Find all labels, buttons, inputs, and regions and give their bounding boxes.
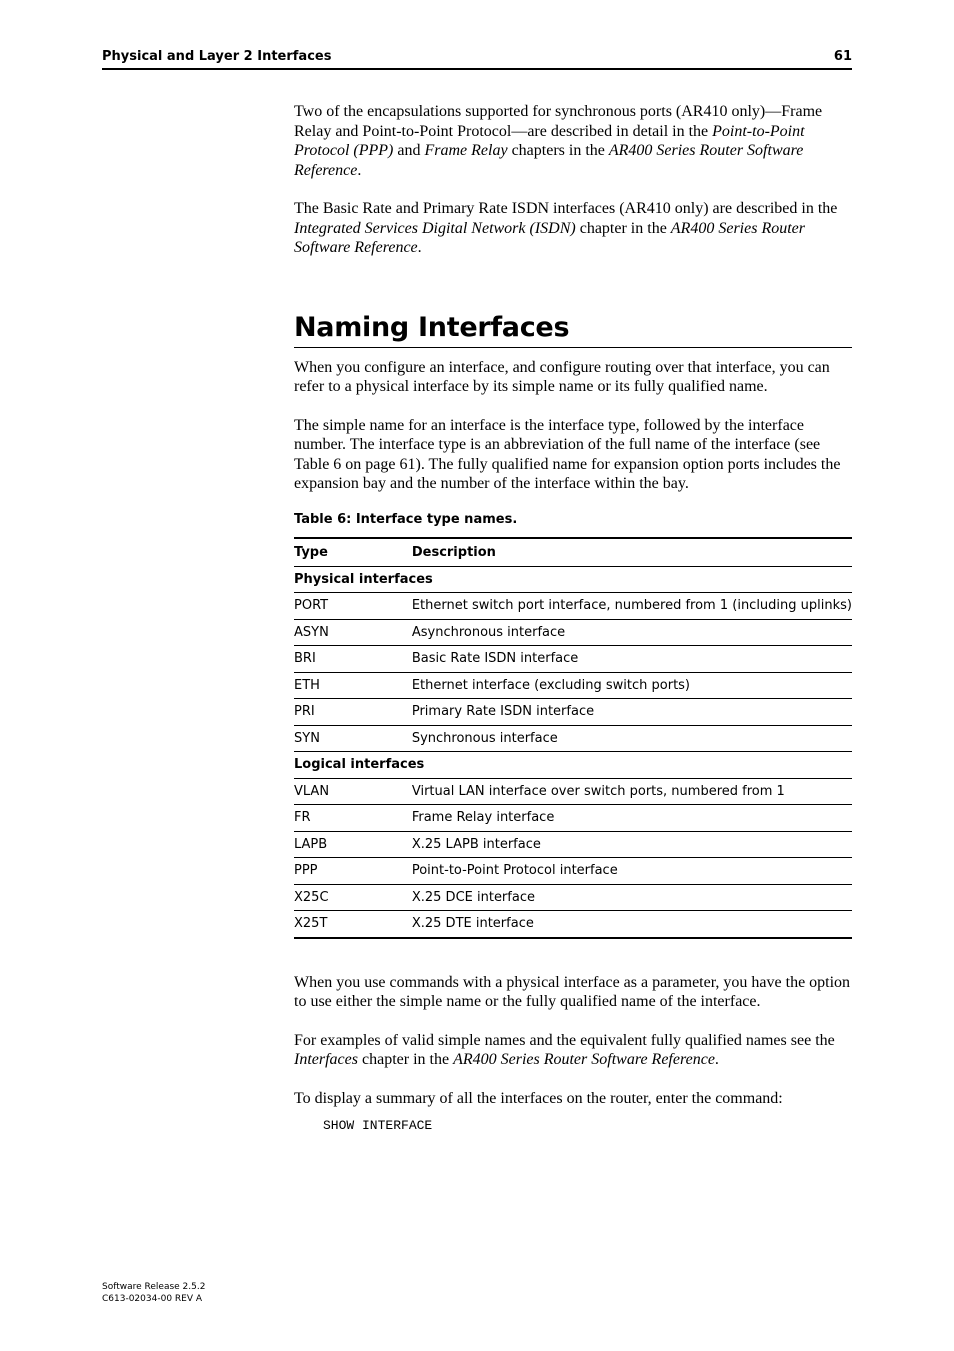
text-run: The simple name for an interface is the interface type, followed by the interface number. The interface type is an abbreviation of the full name of the interface (see Table 6 on page 61). The fully qualified name for expansion option ports includes the expansion bay and the number of the interface within the bay. bbox=[294, 416, 841, 492]
after-paragraph-2 bbox=[294, 1031, 852, 1070]
table-row bbox=[294, 646, 852, 673]
software-release: Software Release 2.5.2 bbox=[102, 1282, 206, 1292]
table-row bbox=[294, 831, 852, 858]
interface-description: Point-to-Point Protocol interface bbox=[412, 858, 852, 885]
table-group-row bbox=[294, 752, 852, 779]
table-row bbox=[294, 593, 852, 620]
text-run: When you configure an interface, and configure routing over that interface, you can refer to a physical interface by its simple name or its fully qualified name. bbox=[294, 358, 830, 395]
document-id: C613-02034-00 REV A bbox=[102, 1294, 203, 1304]
table-row bbox=[294, 672, 852, 699]
interface-description: Virtual LAN interface over switch ports, numbered from 1 bbox=[412, 778, 852, 805]
italic-text-run: Interfaces bbox=[294, 1051, 358, 1068]
italic-text-run: Point-to-Point Protocol (PPP) bbox=[294, 122, 805, 159]
after-paragraph-1 bbox=[294, 973, 852, 1012]
interface-description: X.25 DCE interface bbox=[412, 884, 852, 911]
interface-description: X.25 LAPB interface bbox=[412, 831, 852, 858]
interface-type: ASYN bbox=[294, 619, 412, 646]
intro-paragraph-1 bbox=[294, 102, 852, 180]
table-group-row bbox=[294, 566, 852, 593]
group-label: Physical interfaces bbox=[294, 566, 852, 593]
text-run: The Basic Rate and Primary Rate ISDN interfaces (AR410 only) are described in the bbox=[294, 200, 838, 217]
interface-type: VLAN bbox=[294, 778, 412, 805]
section-paragraph-1 bbox=[294, 358, 852, 397]
interface-type: FR bbox=[294, 805, 412, 832]
interface-description: Asynchronous interface bbox=[412, 619, 852, 646]
text-run: For examples of valid simple names and the equivalent fully qualified names see the bbox=[294, 1031, 835, 1049]
chapter-title: Physical and Layer 2 Interfaces bbox=[102, 49, 332, 64]
table-row bbox=[294, 778, 852, 805]
text-run: . bbox=[714, 1051, 719, 1068]
column-header-description: Description bbox=[412, 538, 852, 567]
command-example: SHOW INTERFACE bbox=[323, 1118, 433, 1133]
text-run: When you use commands with a physical interface as a parameter, you have the option to use either the simple name or the fully qualified name of the interface. bbox=[294, 973, 851, 1010]
column-header-type: Type bbox=[294, 538, 412, 567]
interface-description: X.25 DTE interface bbox=[412, 911, 852, 938]
interface-type: PORT bbox=[294, 593, 412, 620]
section-paragraph-2 bbox=[294, 416, 852, 494]
text-run: Two of the encapsulations supported for synchronous ports (AR410 only)—Frame Relay and Point-to-Point Protocol—are described in detail in the bbox=[294, 103, 823, 140]
table-header-row bbox=[294, 538, 852, 567]
intro-paragraph-2 bbox=[294, 199, 852, 258]
italic-text-run: AR400 Series Router Software Reference bbox=[294, 219, 805, 256]
table-row bbox=[294, 619, 852, 646]
interface-description: Ethernet switch port interface, numbered from 1 (including uplinks) bbox=[412, 593, 852, 620]
text-run: chapter in the bbox=[357, 1051, 454, 1068]
text-run: . bbox=[417, 239, 422, 256]
page-footer bbox=[102, 1281, 205, 1305]
interface-description: Ethernet interface (excluding switch ports) bbox=[412, 672, 852, 699]
text-run: . bbox=[357, 161, 362, 179]
table-row bbox=[294, 884, 852, 911]
italic-text-run: Integrated Services Digital Network (ISDN) bbox=[294, 219, 576, 237]
page-content bbox=[294, 100, 852, 1133]
table-row bbox=[294, 725, 852, 752]
interface-type: BRI bbox=[294, 646, 412, 673]
page-number: 61 bbox=[833, 49, 852, 64]
text-run: chapters in the bbox=[507, 142, 609, 159]
table-row bbox=[294, 911, 852, 938]
interface-type: PRI bbox=[294, 699, 412, 726]
group-label: Logical interfaces bbox=[294, 752, 852, 779]
italic-text-run: AR400 Series Router Software Reference bbox=[453, 1051, 715, 1068]
interface-type: LAPB bbox=[294, 831, 412, 858]
text-run: To display a summary of all the interfaces on the router, enter the command: bbox=[294, 1089, 783, 1107]
interface-type: X25T bbox=[294, 911, 412, 938]
interface-type: ETH bbox=[294, 672, 412, 699]
interface-description: Primary Rate ISDN interface bbox=[412, 699, 852, 726]
interface-type-table bbox=[294, 537, 852, 939]
interface-description: Frame Relay interface bbox=[412, 805, 852, 832]
table-caption: Table 6: Interface type names. bbox=[294, 511, 518, 527]
italic-text-run: AR400 Series Router Software Reference bbox=[294, 142, 804, 179]
text-run: and bbox=[393, 142, 425, 159]
table-row bbox=[294, 699, 852, 726]
page-header bbox=[102, 48, 852, 70]
table-row bbox=[294, 858, 852, 885]
italic-text-run: Frame Relay bbox=[424, 142, 508, 159]
interface-type: X25C bbox=[294, 884, 412, 911]
after-paragraph-3 bbox=[294, 1089, 852, 1109]
interface-description: Basic Rate ISDN interface bbox=[412, 646, 852, 673]
table-body bbox=[294, 566, 852, 938]
table-row bbox=[294, 805, 852, 832]
section-heading: Naming Interfaces bbox=[294, 312, 852, 348]
text-run: chapter in the bbox=[575, 219, 671, 237]
interface-type: PPP bbox=[294, 858, 412, 885]
interface-description: Synchronous interface bbox=[412, 725, 852, 752]
interface-type: SYN bbox=[294, 725, 412, 752]
